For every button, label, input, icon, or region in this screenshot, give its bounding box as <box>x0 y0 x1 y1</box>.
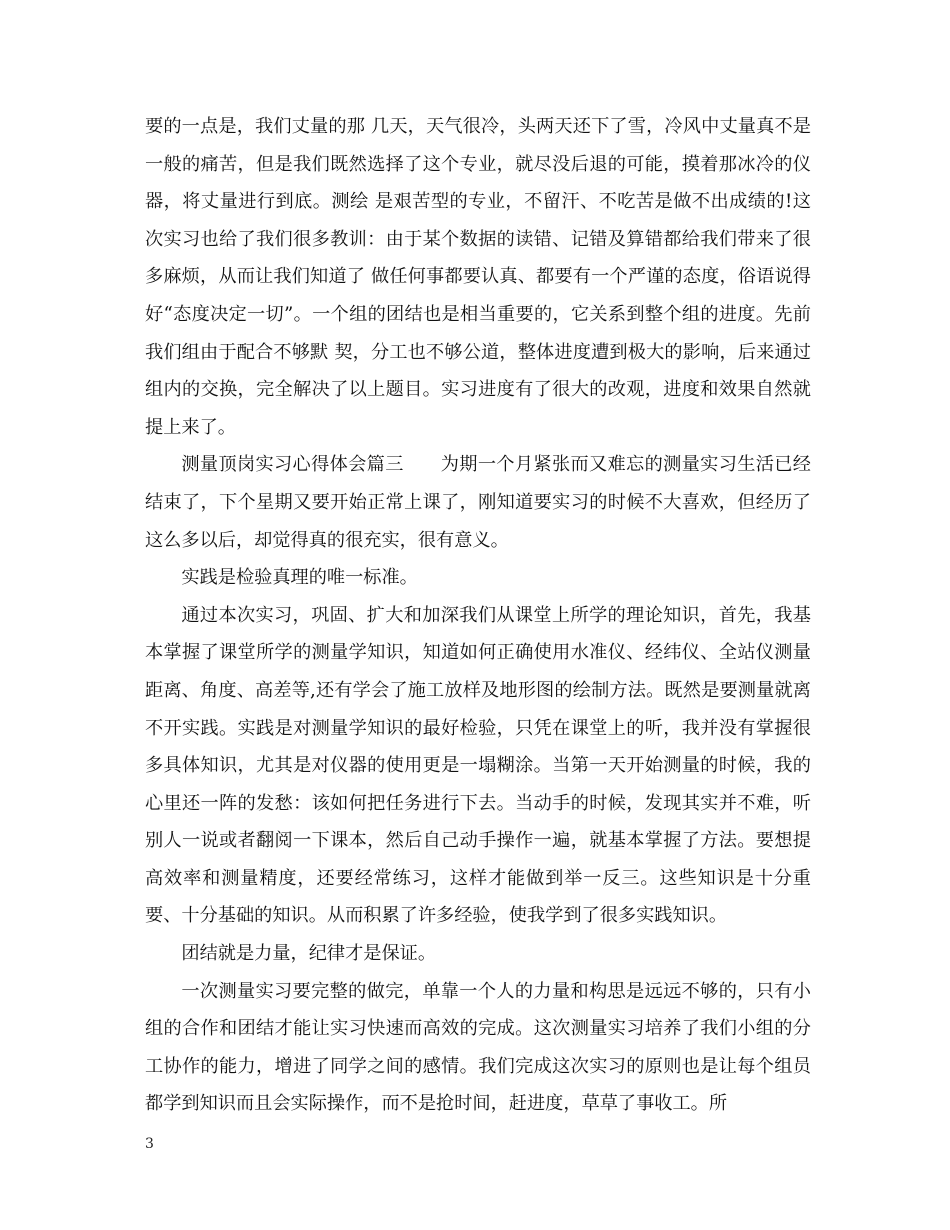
body-text <box>145 108 811 1123</box>
paragraph-unity-heading: 团结就是力量，纪律才是保证。 <box>181 943 437 965</box>
paragraph-practice-body: 通过本次实习，巩固、扩大和加深我们从课堂上所学的理论知识，首先，我基本掌握了课堂所学的测量学知识，知道如何正确使用水准仪、经纬仪、全站仪测量距离、角度、高差等,还有学会了施工放样及地形图的绘制方法。既然是要测量就离不开实践。实践是对测量学知识的最好检验，只凭在课堂上的听，我并没有掌握很多具体知识，尤其是对仪器的使用更是一塌糊涂。当第一天开始测量的时候，我的心里还一阵的发愁：该如何把任务进行下去。当动手的时候，发现其实并不难，听别人一说或者翻阅一下课本，然后自己动手操作一遍，就基本掌握了方法。要想提高效率和测量精度，还要经常练习，这样才能做到举一反三。这些知识是十分重要、十分基础的知识。从而积累了许多经验，使我学到了很多实践知识。 <box>145 604 811 927</box>
paragraph-continued: 要的一点是，我们丈量的那 几天，天气很冷，头两天还下了雪，冷风中丈量真不是一般的痛苦，但是我们既然选择了这个专业，就尽没后退的可能，摸着那冰冷的仪器，将丈量进行到底。测绘 是艰苦型的专业，不留汗、不吃苦是做不出成绩的!这次实习也给了我们很多教训：由于某个数据的读错、记错及算错都给我们带来了很多麻烦，从而让我们知道了 做任何事都要认真、都要有一个严谨的态度，俗语说得好“态度决定一切”。一个组的团结也是相当重要的，它关系到整个组的进度。先前我们组由于配合不够默 契，分工也不够公道，整体进度遭到极大的影响，后来通过组内的交换，完全解决了以上题目。实习进度有了很大的改观，进度和效果自然就提上来了。 <box>145 116 811 438</box>
paragraph-practice-heading: 实践是检验真理的唯一标准。 <box>181 567 418 589</box>
page-number: 3 <box>145 1136 154 1152</box>
paragraph-unity-body: 一次测量实习要完整的做完，单靠一个人的力量和构思是远远不够的，只有小组的合作和团结才能让实习快速而高效的完成。这次测量实习培养了我们小组的分工协作的能力，增进了同学之间的感情。我们完成这次实习的原则也是让每个组员都学到知识而且会实际操作，而不是抢时间，赶进度，草草了事收工。所 <box>145 980 811 1115</box>
paragraph-section-three: 测量顶岗实习心得体会篇三 为期一个月紧张而又难忘的测量实习生活已经结束了，下个星期又要开始正常上课了，刚知道要实习的时候不大喜欢，但经历了这么多以后，却觉得真的很充实，很有意义。 <box>145 454 811 551</box>
